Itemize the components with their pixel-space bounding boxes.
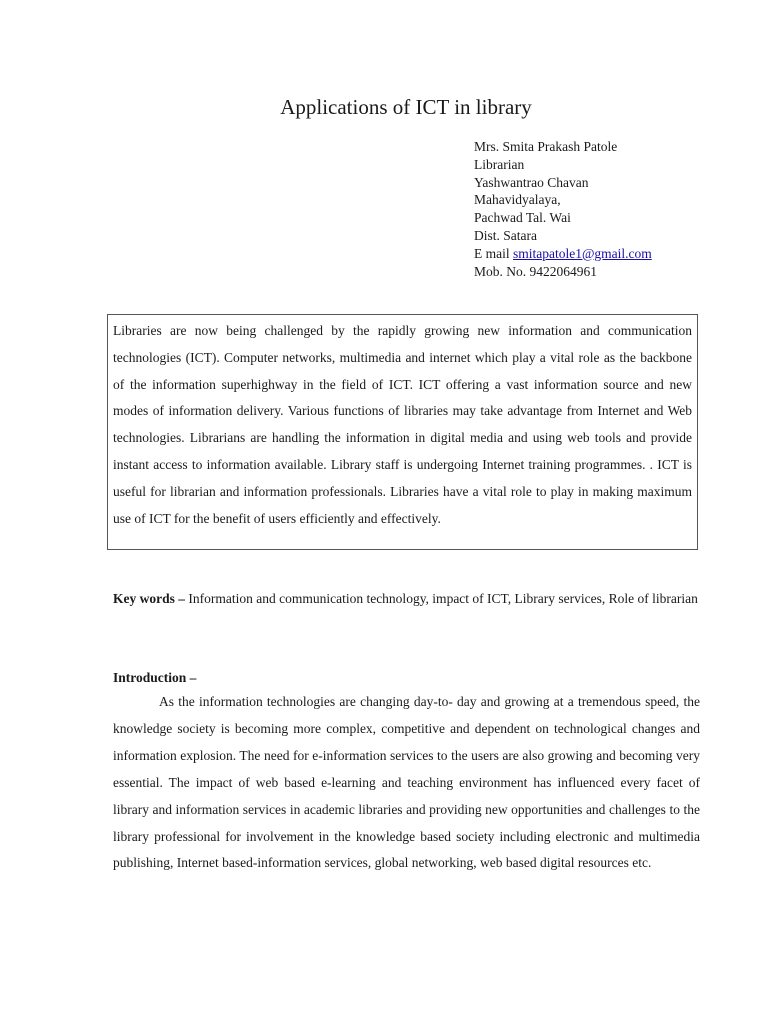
- author-mobile: Mob. No. 9422064961: [474, 263, 598, 279]
- author-address-line2: Dist. Satara: [474, 227, 537, 243]
- author-college-line1: Yashwantrao Chavan: [474, 174, 589, 190]
- keywords-label: Key words –: [113, 591, 185, 606]
- author-email-line: [474, 245, 652, 263]
- email-link[interactable]: smitapatole1@gmail.com: [513, 245, 652, 261]
- author-address-line1: Pachwad Tal. Wai: [474, 210, 571, 226]
- author-name: Mrs. Smita Prakash Patole: [474, 139, 618, 154]
- keywords-paragraph: [113, 585, 700, 612]
- keywords-text: Information and communication technology, impact of ICT, Library services, Role of librarian: [185, 591, 698, 606]
- abstract-box: Libraries are now being challenged by the rapidly growing new information and communication technologies (ICT). Computer networks, multimedia and internet which play a vital role as the backbone of the information superhighway in the field of ICT. ICT offering a vast information source and new modes of information delivery. Various functions of libraries may take advantage from Internet and Web technologies. Librarians are handling the information in digital media and using web tools and provide instant access to information available. Library staff is undergoing Internet training programmes. . ICT is useful for librarian and information professionals. Libraries have a vital role to play in making maximum use of ICT for the benefit of users efficiently and effectively.: [107, 314, 698, 550]
- author-college-line2: Mahavidyalaya,: [474, 192, 561, 208]
- introduction-heading: Introduction –: [113, 670, 197, 685]
- introduction-body: As the information technologies are changing day-to- day and growing at a tremendous speed, the knowledge society is becoming more complex, competitive and dependent on technological changes and information explosion. The need for e-information services to the users are also growing and becoming very essential. The impact of web based e-learning and teaching environment has influenced every facet of library and information services in academic libraries and providing new opportunities and challenges to the library professional for involvement in the knowledge based society including electronic and multimedia publishing, Internet based-information services, global networking, web based digital resources etc.: [113, 694, 700, 871]
- document-title: Applications of ICT in library: [280, 95, 532, 119]
- email-label: E mail: [474, 245, 513, 261]
- author-role: Librarian: [474, 156, 525, 172]
- author-block: [474, 138, 652, 280]
